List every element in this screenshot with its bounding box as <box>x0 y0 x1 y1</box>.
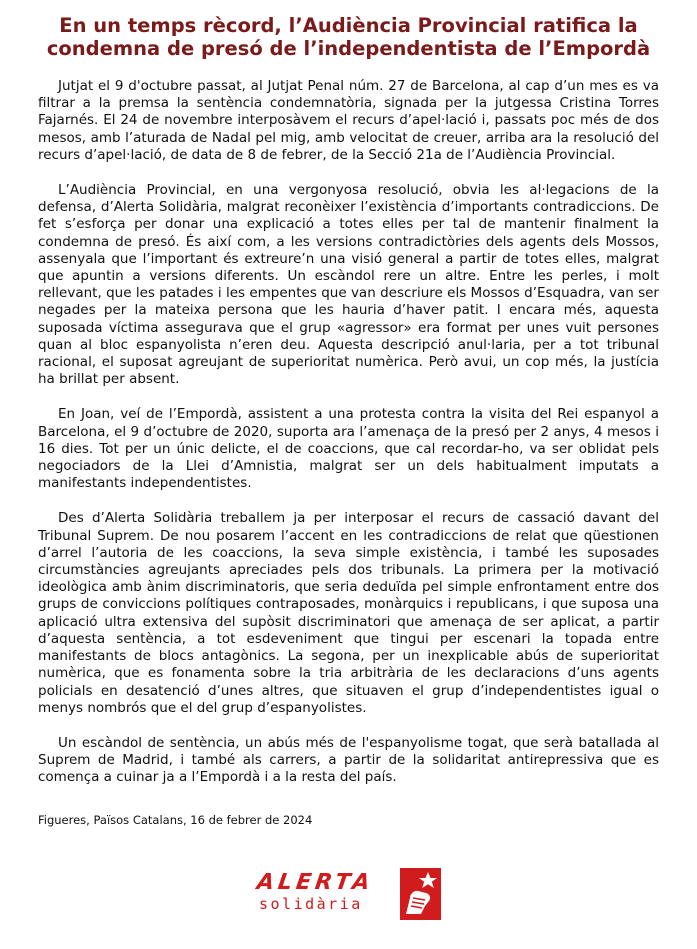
article-body <box>38 78 659 828</box>
paragraph-2: L’Audiència Provincial, en una vergonyosa resolució, obvia les al·legacions de la defensa, d’Alerta Solidària, malgrat reconèixer l’existència d’importants contradiccions. De fet s’esforça per donar una explicació a totes elles per tal de mantenir finalment la condemna de presó. És així com, a les versions contradictòries dels agents dels Mossos, assenyala que l’important és extreure’n una visió general a partir de totes elles, malgrat que apuntin a versions diferents. Un escàndol rere un altre. Entre les perles, i molt rellevant, que les patades i les empentes que van descriure els Mossos d’Esquadra, van ser negades per la mateixa persona que les hauria d’haver patit. I encara més, aquesta suposada víctima assegurava que el grup «agressor» era format per unes vuit persones quan al bloc espanyolista n’eren deu. Aquesta descripció anul·laria, per a tot tribunal racional, el suposat agreujant de superioritat numèrica. Però avui, un cop més, la justícia ha brillat per absent. <box>38 182 659 388</box>
logo-wordmark: ALERTA <box>255 870 376 895</box>
alerta-solidaria-logo <box>257 858 441 932</box>
page-title: En un temps rècord, l’Audiència Provincial ratifica la condemna de presó de l’independentista de l’Empordà <box>46 14 651 60</box>
paragraph-3: En Joan, veí de l’Empordà, assistent a una protesta contra la visita del Rei espanyol a Barcelona, el 9 d’octubre de 2020, suporta ara l’amenaça de la presó per 2 anys, 4 mesos i 16 dies. Tot per un únic delicte, el de coaccions, que cal recordar-ho, va ser oblidat pels negociadors de la Llei d’Amnistia, malgrat ser un dels habitualment imputats a manifestants independentistes. <box>38 406 659 492</box>
fist-star-graphic <box>400 868 441 920</box>
raised-fist-star-icon <box>400 868 441 920</box>
paragraph-4: Des d’Alerta Solidària treballem ja per interposar el recurs de cassació davant del Tribunal Suprem. De nou posarem l’accent en les contradiccions de relat que qüestionen d’arrel l’autoria de les coaccions, la seva simple existència, i també les suposades circumstàncies agreujants apreciades pels dos tribunals. La primera per la motivació ideològica amb ànim discriminatoris, que seria deduïda pel simple enfrontament entre dos grups de conviccions polítiques contraposades, monàrquics i republicans, i que suposa una aplicació ultra extensiva del supòsit discriminatori que amenaça de ser aplicat, a partir d’aquesta sentència, a tot esdeveniment que tingui per escenari la topada entre manifestants de blocs antagònics. La segona, per un inexplicable abús de superioritat numèrica, que es fonamenta sobre la tria arbitrària de les declaracions d’uns agents policials en desatenció d’unes altres, que situaven el grup d’independentistes igual o menys nombrós que el del grup d’espanyolistes. <box>38 510 659 716</box>
paragraph-1: Jutjat el 9 d'octubre passat, al Jutjat Penal núm. 27 de Barcelona, al cap d’un mes es va filtrar a la premsa la sentència condemnatòria, signada per la jutgessa Cristina Torres Fajarnés. El 24 de novembre interposàvem el recurs d’apel·lació i, passats poc més de dos mesos, amb l’aturada de Nadal pel mig, amb velocitat de creuer, arriba ara la resolució del recurs d’apel·lació, de data de 8 de febrer, de la Secció 21a de l’Audiència Provincial. <box>38 78 659 163</box>
paragraph-5: Un escàndol de sentència, un abús més de l'espanyolisme togat, que serà batallada al Suprem de Madrid, i també als carrers, a partir de la solidaritat antirepressiva que es comença a cuinar ja a l’Empordà i a la resta del país. <box>38 734 659 786</box>
logo-subtitle: solidària <box>259 895 363 913</box>
signature-line: Figueres, Països Catalans, 16 de febrer de 2024 <box>38 812 313 827</box>
